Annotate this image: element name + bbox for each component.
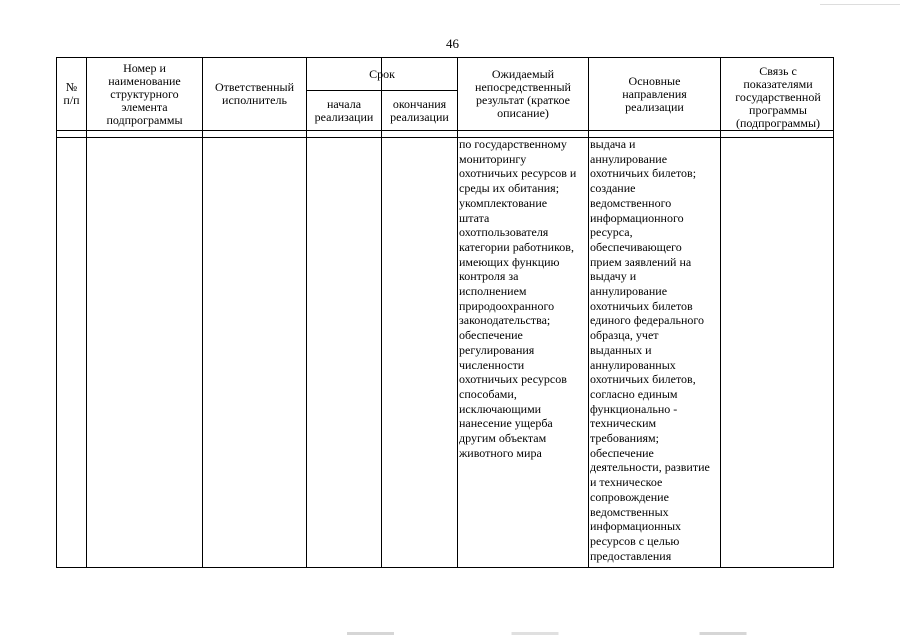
grid-line bbox=[202, 58, 203, 567]
scan-artifact-bottom bbox=[300, 632, 770, 635]
header-term-end: окончания реализации bbox=[390, 96, 449, 124]
grid-line bbox=[57, 130, 834, 131]
header-number: № п/п bbox=[63, 80, 80, 107]
header-term: Срок bbox=[369, 66, 395, 81]
header-expected-result: Ожидаемый непосредственный результат (краткое описание) bbox=[475, 67, 571, 120]
header-term-start: начала реализации bbox=[314, 96, 374, 124]
grid-line bbox=[306, 58, 307, 567]
cell-expected-result: по государственному мониторингу охотничьих ресурсов и среды их обитания; укомплектование штата охотпользователя категории работников, имеющих функцию контроля за исполнением природоохранного законодательства; обеспечение регулирования численности охотничьих ресурсов способами, исключающими нанесение ущерба другим объектам животного мира bbox=[459, 137, 577, 460]
scan-artifact-top bbox=[820, 4, 900, 5]
page-number: 46 bbox=[446, 36, 459, 51]
grid-line bbox=[588, 58, 589, 567]
grid-line bbox=[457, 58, 458, 567]
header-element-name: Номер и наименование структурного элемента подпрограммы bbox=[106, 60, 183, 127]
program-table bbox=[56, 57, 834, 568]
header-program-link: Связь с показателями государственной программы (подпрограммы) bbox=[735, 64, 821, 130]
cell-directions: выдача и аннулирование охотничьих билетов; создание ведомственного информационного ресурса, обеспечивающего прием заявлений на выдачу и аннулирование охотничьих билетов единого федерального образца, учет выданных и аннулированных охотничьих билетов, согласно единым функционально - техническим требованиям; обеспечение деятельности, развитие и техническое сопровождение ведомственных информационных ресурсов с целью предоставления bbox=[590, 137, 710, 563]
header-executor: Ответственный исполнитель bbox=[214, 80, 295, 107]
grid-line bbox=[381, 58, 382, 567]
header-directions: Основные направления реализации bbox=[622, 73, 687, 114]
grid-line bbox=[86, 58, 87, 567]
